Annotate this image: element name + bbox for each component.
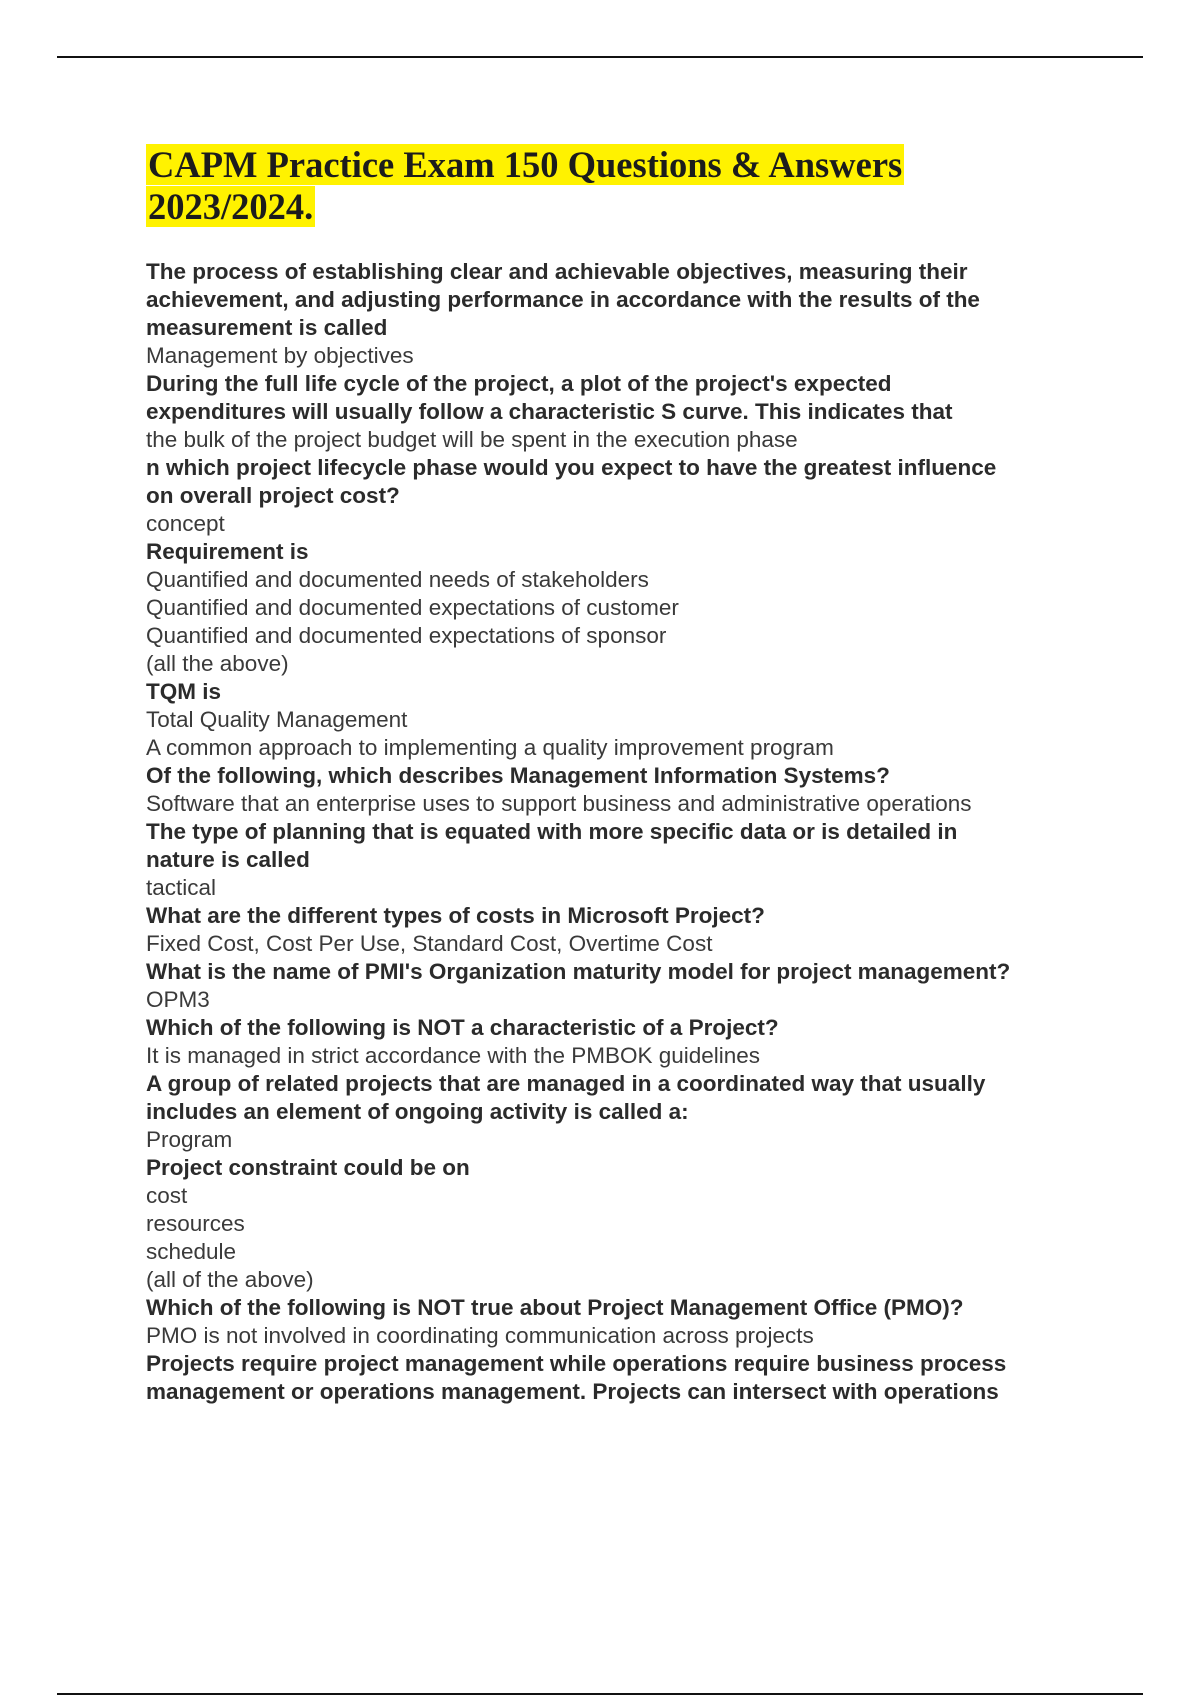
- answer-line: Fixed Cost, Cost Per Use, Standard Cost, Overtime Cost: [146, 931, 713, 956]
- question-line: A group of related projects that are managed in a coordinated way that usually: [146, 1071, 986, 1096]
- answer-line: A common approach to implementing a quality improvement program: [146, 735, 834, 760]
- answer-line: PMO is not involved in coordinating communication across projects: [146, 1323, 814, 1348]
- answer-line: concept: [146, 511, 225, 536]
- header-rule: [57, 56, 1143, 58]
- answer-line: (all of the above): [146, 1267, 314, 1292]
- question-line: Requirement is: [146, 539, 309, 564]
- question-line: What are the different types of costs in Microsoft Project?: [146, 903, 765, 928]
- question-line: Project constraint could be on: [146, 1155, 470, 1180]
- answer-line: Software that an enterprise uses to support business and administrative operations: [146, 791, 972, 816]
- answer-line: It is managed in strict accordance with the PMBOK guidelines: [146, 1043, 761, 1068]
- question-line: expenditures will usually follow a characteristic S curve. This indicates that: [146, 399, 953, 424]
- question-line: The process of establishing clear and achievable objectives, measuring their: [146, 259, 968, 284]
- question-line: What is the name of PMI's Organization maturity model for project management?: [146, 959, 1011, 984]
- document-title: [146, 144, 1046, 228]
- answer-line: Quantified and documented needs of stakeholders: [146, 567, 649, 592]
- answer-line: (all the above): [146, 651, 289, 676]
- question-line: Of the following, which describes Management Information Systems?: [146, 763, 890, 788]
- answer-line: Quantified and documented expectations of sponsor: [146, 623, 667, 648]
- question-line: TQM is: [146, 679, 222, 704]
- question-line: Projects require project management while operations require business process: [146, 1351, 1007, 1376]
- question-line: management or operations management. Projects can intersect with operations: [146, 1379, 999, 1404]
- question-line: The type of planning that is equated with more specific data or is detailed in: [146, 819, 958, 844]
- answer-line: resources: [146, 1211, 245, 1236]
- answer-line: tactical: [146, 875, 217, 900]
- title-line-2: 2023/2024.: [148, 186, 314, 227]
- title-line-1: CAPM Practice Exam 150 Questions & Answers: [148, 144, 903, 185]
- answer-line: Management by objectives: [146, 343, 414, 368]
- footer-rule: [57, 1693, 1143, 1695]
- question-line: Which of the following is NOT true about Project Management Office (PMO)?: [146, 1295, 964, 1320]
- answer-line: Total Quality Management: [146, 707, 408, 732]
- answer-line: the bulk of the project budget will be spent in the execution phase: [146, 427, 798, 452]
- question-line: During the full life cycle of the project, a plot of the project's expected: [146, 371, 892, 396]
- answer-line: schedule: [146, 1239, 237, 1264]
- answer-line: OPM3: [146, 987, 210, 1012]
- question-line: nature is called: [146, 847, 310, 872]
- answer-line: Program: [146, 1127, 233, 1152]
- question-line: on overall project cost?: [146, 483, 400, 508]
- question-line: measurement is called: [146, 315, 388, 340]
- answer-line: Quantified and documented expectations of customer: [146, 595, 679, 620]
- question-answer-list: [146, 258, 1086, 1406]
- question-line: n which project lifecycle phase would you expect to have the greatest influence: [146, 455, 997, 480]
- question-line: Which of the following is NOT a characteristic of a Project?: [146, 1015, 779, 1040]
- question-line: includes an element of ongoing activity is called a:: [146, 1099, 689, 1124]
- question-line: achievement, and adjusting performance in accordance with the results of the: [146, 287, 980, 312]
- answer-line: cost: [146, 1183, 188, 1208]
